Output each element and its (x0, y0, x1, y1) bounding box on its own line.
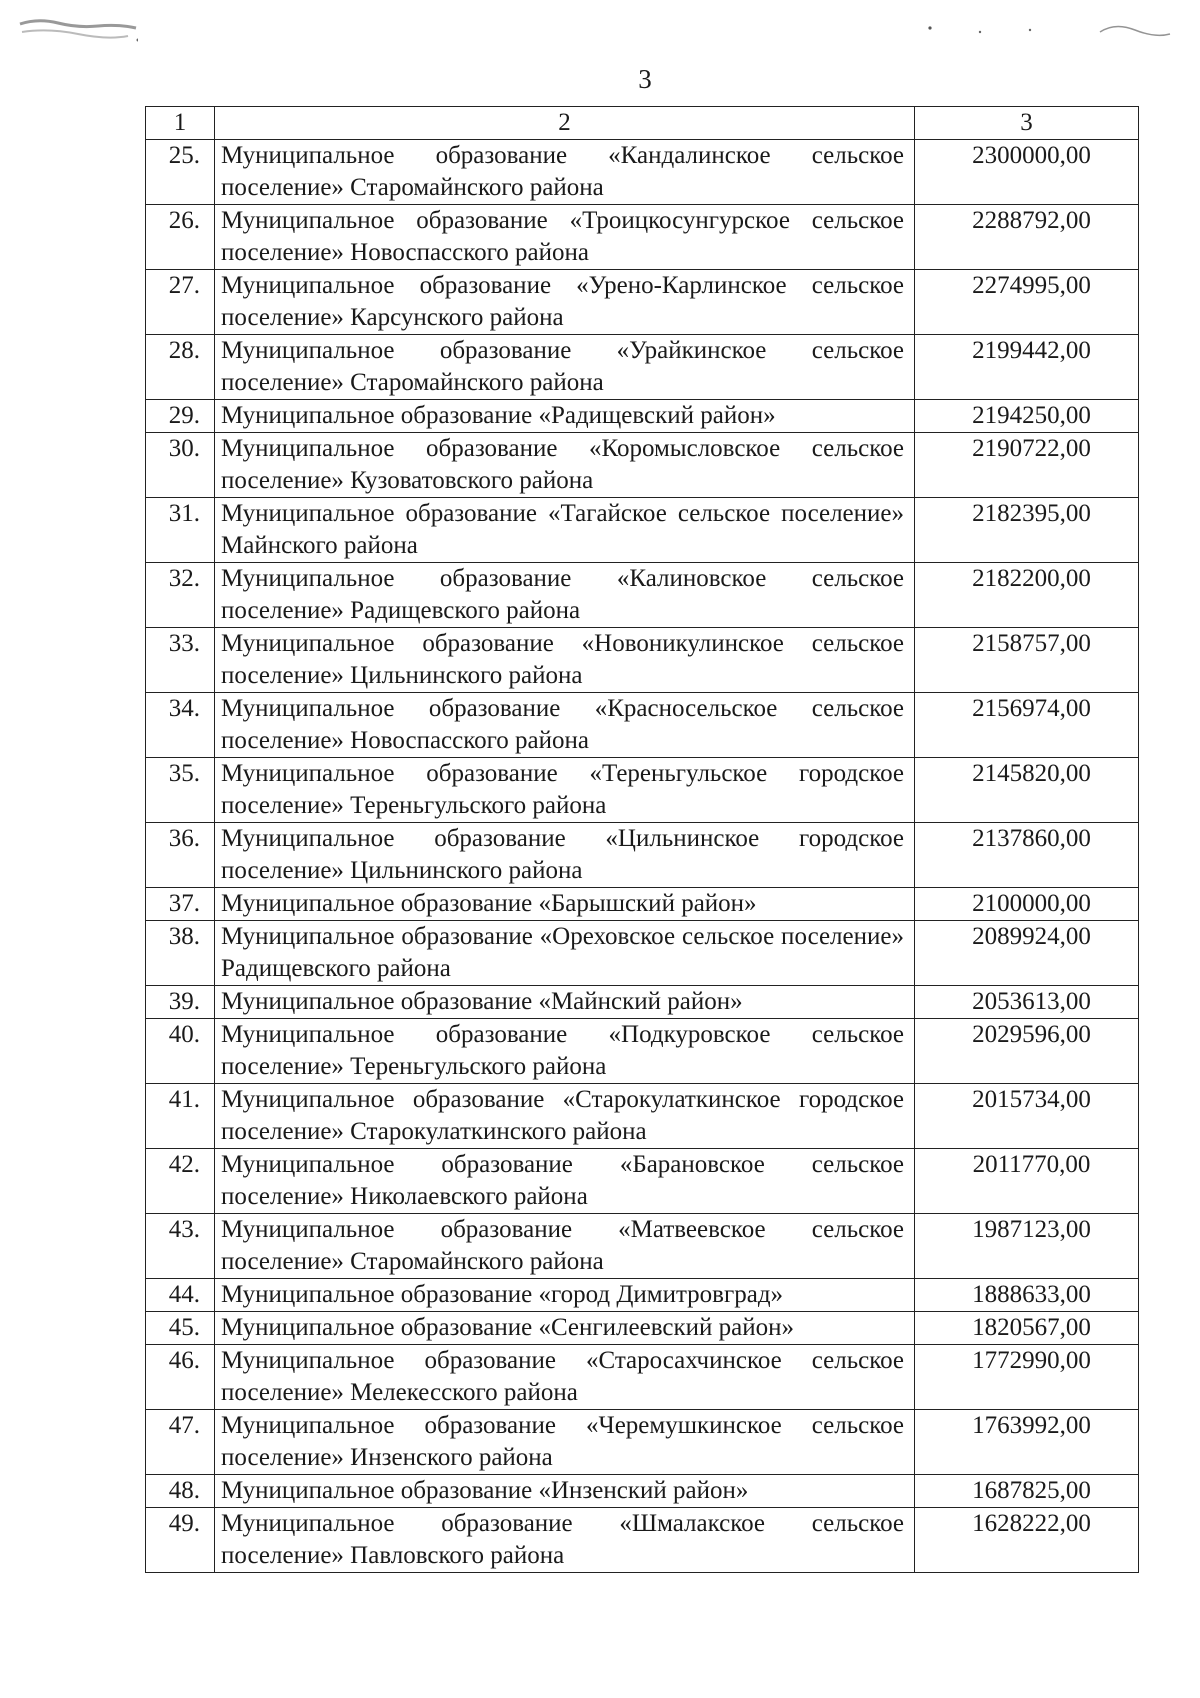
table-row (146, 1410, 1139, 1475)
table-row (146, 1084, 1139, 1149)
row-number: 29. (146, 400, 215, 433)
amount: 2089924,00 (915, 921, 1139, 986)
row-number: 44. (146, 1279, 215, 1312)
header-col-sum: 3 (915, 107, 1139, 140)
municipality-name: Муниципальное образование «Кандалинское сельское поселение» Старомайнского района (215, 140, 915, 205)
municipality-name: Муниципальное образование «Инзенский район» (215, 1475, 915, 1508)
table-row (146, 205, 1139, 270)
row-number: 38. (146, 921, 215, 986)
municipality-name: Муниципальное образование «Троицкосунгурское сельское поселение» Новоспасского района (215, 205, 915, 270)
table-row (146, 400, 1139, 433)
table-header-row (146, 107, 1139, 140)
municipality-name: Муниципальное образование «Майнский район» (215, 986, 915, 1019)
row-number: 42. (146, 1149, 215, 1214)
amount: 1763992,00 (915, 1410, 1139, 1475)
table-row (146, 1149, 1139, 1214)
amount: 2182200,00 (915, 563, 1139, 628)
municipality-name: Муниципальное образование «Урено-Карлинское сельское поселение» Карсунского района (215, 270, 915, 335)
header-col-number: 1 (146, 107, 215, 140)
row-number: 33. (146, 628, 215, 693)
municipality-name: Муниципальное образование «Барышский район» (215, 888, 915, 921)
amount: 2011770,00 (915, 1149, 1139, 1214)
row-number: 46. (146, 1345, 215, 1410)
table-row (146, 433, 1139, 498)
table-row (146, 1214, 1139, 1279)
municipality-name: Муниципальное образование «Старокулаткинское городское поселение» Старокулаткинского района (215, 1084, 915, 1149)
municipality-name: Муниципальное образование «Матвеевское сельское поселение» Старомайнского района (215, 1214, 915, 1279)
table-row (146, 1279, 1139, 1312)
municipality-name: Муниципальное образование «Ореховское сельское поселение» Радищевского района (215, 921, 915, 986)
row-number: 27. (146, 270, 215, 335)
row-number: 40. (146, 1019, 215, 1084)
amount: 2053613,00 (915, 986, 1139, 1019)
row-number: 34. (146, 693, 215, 758)
table-row (146, 921, 1139, 986)
row-number: 48. (146, 1475, 215, 1508)
municipality-name: Муниципальное образование «Калиновское сельское поселение» Радищевского района (215, 563, 915, 628)
amount: 2015734,00 (915, 1084, 1139, 1149)
scan-dots (900, 14, 1180, 44)
amount: 2182395,00 (915, 498, 1139, 563)
municipality-name: Муниципальное образование «Сенгилеевский район» (215, 1312, 915, 1345)
table-row (146, 1345, 1139, 1410)
municipality-name: Муниципальное образование «Цильнинское городское поселение» Цильнинского района (215, 823, 915, 888)
table-row (146, 498, 1139, 563)
amount: 1987123,00 (915, 1214, 1139, 1279)
amount: 2145820,00 (915, 758, 1139, 823)
page-number: 3 (638, 64, 652, 94)
row-number: 43. (146, 1214, 215, 1279)
table-row (146, 563, 1139, 628)
amount: 1820567,00 (915, 1312, 1139, 1345)
row-number: 37. (146, 888, 215, 921)
municipality-name: Муниципальное образование «Старосахчинское сельское поселение» Мелекесского района (215, 1345, 915, 1410)
header-col-name: 2 (215, 107, 915, 140)
row-number: 26. (146, 205, 215, 270)
table-row (146, 1312, 1139, 1345)
amount: 2156974,00 (915, 693, 1139, 758)
municipality-name: Муниципальное образование «Коромысловское сельское поселение» Кузоватовского района (215, 433, 915, 498)
amount: 2158757,00 (915, 628, 1139, 693)
municipality-name: Муниципальное образование «Подкуровское сельское поселение» Тереньгульского района (215, 1019, 915, 1084)
table-row (146, 270, 1139, 335)
table-row (146, 335, 1139, 400)
row-number: 35. (146, 758, 215, 823)
table-row (146, 823, 1139, 888)
amount: 1888633,00 (915, 1279, 1139, 1312)
row-number: 45. (146, 1312, 215, 1345)
amount: 2288792,00 (915, 205, 1139, 270)
table-row (146, 628, 1139, 693)
municipality-name: Муниципальное образование «Красносельское сельское поселение» Новоспасского района (215, 693, 915, 758)
row-number: 31. (146, 498, 215, 563)
amount: 1687825,00 (915, 1475, 1139, 1508)
amount: 2029596,00 (915, 1019, 1139, 1084)
amount: 2300000,00 (915, 140, 1139, 205)
municipality-name: Муниципальное образование «Шмалакское сельское поселение» Павловского района (215, 1508, 915, 1573)
municipality-name: Муниципальное образование «Новоникулинское сельское поселение» Цильнинского района (215, 628, 915, 693)
row-number: 41. (146, 1084, 215, 1149)
row-number: 32. (146, 563, 215, 628)
row-number: 39. (146, 986, 215, 1019)
row-number: 25. (146, 140, 215, 205)
table-row (146, 140, 1139, 205)
municipality-name: Муниципальное образование «Тереньгульское городское поселение» Тереньгульского района (215, 758, 915, 823)
table-row (146, 758, 1139, 823)
amount: 2194250,00 (915, 400, 1139, 433)
row-number: 36. (146, 823, 215, 888)
amount: 1772990,00 (915, 1345, 1139, 1410)
table-row (146, 986, 1139, 1019)
allocation-table (145, 106, 1139, 1573)
table-row (146, 1475, 1139, 1508)
row-number: 30. (146, 433, 215, 498)
table-row (146, 693, 1139, 758)
municipality-name: Муниципальное образование «Черемушкинское сельское поселение» Инзенского района (215, 1410, 915, 1475)
table-row (146, 1508, 1139, 1573)
amount: 2190722,00 (915, 433, 1139, 498)
row-number: 28. (146, 335, 215, 400)
table-row (146, 888, 1139, 921)
scan-smudge (18, 14, 138, 44)
row-number: 47. (146, 1410, 215, 1475)
municipality-name: Муниципальное образование «Урайкинское сельское поселение» Старомайнского района (215, 335, 915, 400)
amount: 2274995,00 (915, 270, 1139, 335)
municipality-name: Муниципальное образование «Тагайское сельское поселение» Майнского района (215, 498, 915, 563)
amount: 2137860,00 (915, 823, 1139, 888)
municipality-name: Муниципальное образование «город Димитровград» (215, 1279, 915, 1312)
municipality-name: Муниципальное образование «Барановское сельское поселение» Николаевского района (215, 1149, 915, 1214)
table-row (146, 1019, 1139, 1084)
amount: 2100000,00 (915, 888, 1139, 921)
amount: 1628222,00 (915, 1508, 1139, 1573)
row-number: 49. (146, 1508, 215, 1573)
municipality-name: Муниципальное образование «Радищевский район» (215, 400, 915, 433)
amount: 2199442,00 (915, 335, 1139, 400)
